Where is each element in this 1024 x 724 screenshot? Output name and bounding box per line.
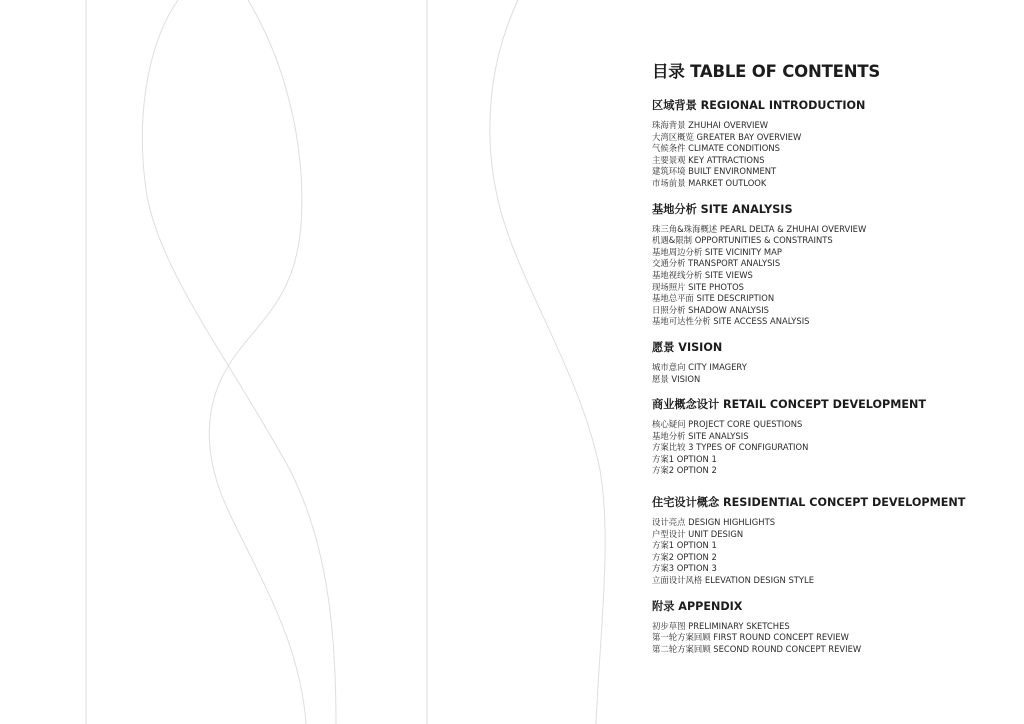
toc-entry[interactable]: 交通分析 TRANSPORT ANALYSIS <box>652 258 781 269</box>
curve-line-3 <box>490 0 605 724</box>
toc-section <box>652 397 1012 477</box>
curve-line-2 <box>209 0 306 724</box>
toc-entry[interactable]: 初步草图 PRELIMINARY SKETCHES <box>652 620 790 631</box>
toc-entry[interactable]: 基地周边分析 SITE VICINITY MAP <box>652 246 782 257</box>
section-heading-en: RETAIL CONCEPT DEVELOPMENT <box>723 398 927 412</box>
section-item-list <box>652 419 1012 477</box>
section-heading-en: RESIDENTIAL CONCEPT DEVELOPMENT <box>723 496 966 510</box>
toc-entry[interactable]: 方案3 OPTION 3 <box>652 563 717 574</box>
toc-entry[interactable]: 机遇&限制 OPPORTUNITIES & CONSTRAINTS <box>652 235 833 246</box>
section-heading-en: SITE ANALYSIS <box>700 202 793 216</box>
toc-section <box>652 495 1012 587</box>
section-heading[interactable] <box>652 340 1012 355</box>
toc-entry[interactable]: 大湾区概览 GREATER BAY OVERVIEW <box>652 131 802 142</box>
toc-entry[interactable]: 主要景观 KEY ATTRACTIONS <box>652 154 765 165</box>
toc-entry[interactable]: 方案2 OPTION 2 <box>652 551 717 562</box>
section-heading-cn: 附录 <box>652 599 675 613</box>
toc-entry[interactable]: 方案1 OPTION 1 <box>652 540 717 551</box>
section-heading-en: VISION <box>678 340 723 354</box>
toc-entry[interactable]: 建筑环境 BUILT ENVIRONMENT <box>652 166 777 177</box>
section-heading[interactable] <box>652 397 1012 412</box>
section-heading-cn: 住宅设计概念 <box>652 496 720 510</box>
section-heading[interactable] <box>652 599 1012 614</box>
section-heading-cn: 商业概念设计 <box>652 398 720 412</box>
section-heading-en: REGIONAL INTRODUCTION <box>700 99 866 112</box>
toc-entry[interactable]: 立面设计风格 ELEVATION DESIGN STYLE <box>652 575 814 586</box>
toc-entry[interactable]: 方案2 OPTION 2 <box>652 465 717 476</box>
section-heading-cn: 区域背景 <box>652 99 697 112</box>
toc-entry[interactable]: 设计亮点 DESIGN HIGHLIGHTS <box>652 517 776 528</box>
section-heading-cn: 基地分析 <box>652 202 697 216</box>
toc-entry[interactable]: 珠三角&珠海概述 PEARL DELTA & ZHUHAI OVERVIEW <box>652 223 867 234</box>
toc-entry[interactable]: 方案1 OPTION 1 <box>652 453 717 464</box>
toc-entry[interactable]: 第二轮方案回顾 SECOND ROUND CONCEPT REVIEW <box>652 643 862 654</box>
toc-entry[interactable]: 愿景 VISION <box>652 373 701 384</box>
curve-line-1 <box>142 0 336 724</box>
toc-entry[interactable]: 方案比较 3 TYPES OF CONFIGURATION <box>652 442 809 453</box>
section-item-list <box>652 224 1012 328</box>
toc-entry[interactable]: 气候条件 CLIMATE CONDITIONS <box>652 143 780 154</box>
section-item-list <box>652 621 1012 656</box>
toc-entry[interactable]: 珠海背景 ZHUHAI OVERVIEW <box>652 120 769 130</box>
table-of-contents <box>652 61 1012 667</box>
toc-entry[interactable]: 现场照片 SITE PHOTOS <box>652 281 744 292</box>
section-item-list <box>652 120 1012 190</box>
toc-entry[interactable]: 基地分析 SITE ANALYSIS <box>652 430 749 441</box>
toc-entry[interactable]: 城市意向 CITY IMAGERY <box>652 361 747 372</box>
section-heading-cn: 愿景 <box>652 340 675 354</box>
toc-entry[interactable]: 第一轮方案回顾 FIRST ROUND CONCEPT REVIEW <box>652 632 849 643</box>
section-item-list <box>652 362 1012 385</box>
section-heading-en: APPENDIX <box>678 599 743 613</box>
toc-section <box>652 202 1012 328</box>
toc-section <box>652 340 1012 385</box>
section-heading[interactable] <box>652 495 1012 510</box>
toc-entry[interactable]: 市场前景 MARKET OUTLOOK <box>652 177 767 188</box>
toc-entry[interactable]: 核心疑问 PROJECT CORE QUESTIONS <box>652 419 803 430</box>
toc-entry[interactable]: 基地视线分析 SITE VIEWS <box>652 269 753 280</box>
toc-section <box>652 98 1012 190</box>
toc-title: 目录 TABLE OF CONTENTS <box>652 62 881 81</box>
toc-entry[interactable]: 户型设计 UNIT DESIGN <box>652 528 744 539</box>
toc-section <box>652 599 1012 656</box>
section-heading[interactable] <box>652 202 1012 217</box>
section-item-list <box>652 517 1012 587</box>
toc-entry[interactable]: 基地总平面 SITE DESCRIPTION <box>652 293 775 304</box>
section-heading[interactable] <box>652 98 1012 113</box>
toc-entry[interactable]: 日照分析 SHADOW ANALYSIS <box>652 304 769 315</box>
toc-entry[interactable]: 基地可达性分析 SITE ACCESS ANALYSIS <box>652 316 810 327</box>
